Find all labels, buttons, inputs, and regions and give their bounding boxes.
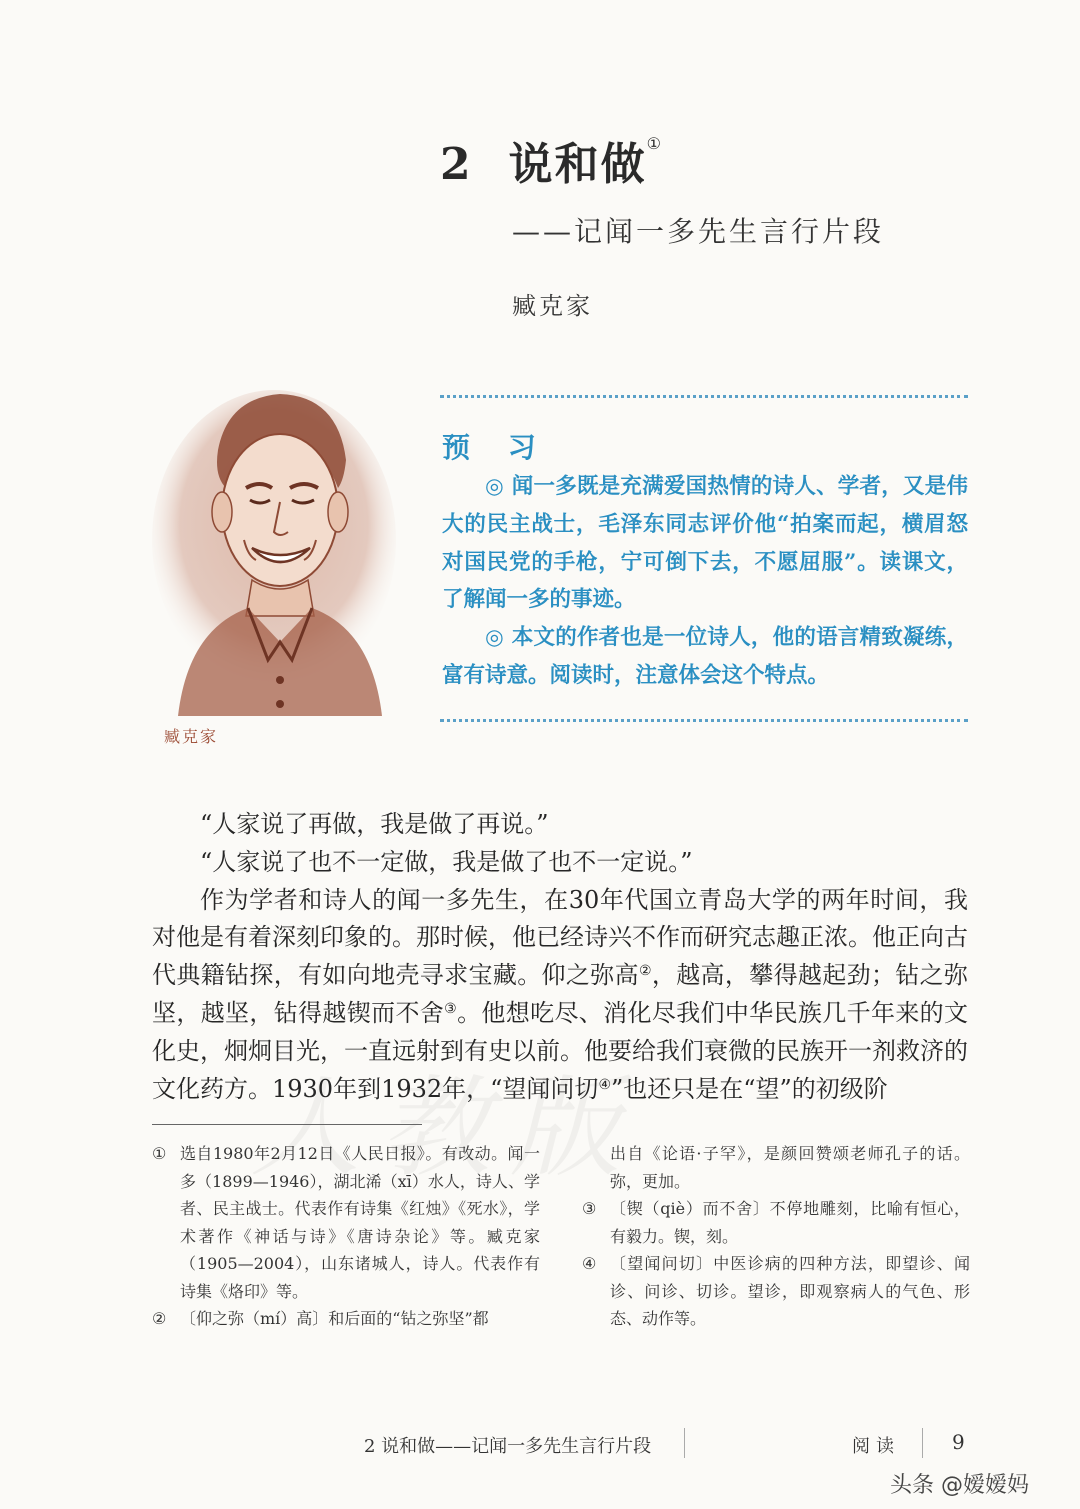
- lesson-author: 臧克家: [512, 292, 593, 320]
- body-text-run: 。他想吃尽、消化尽我们中华民族几千年来的文化史，炯炯目光，一直远射到有史以前。他要给我们衰微的民族开一剂救济的文化药方。1930年到1932年，“望闻问切: [152, 998, 969, 1103]
- footer-divider: [684, 1428, 685, 1458]
- footnote-text: 选自1980年2月12日《人民日报》。有改动。闻一多（1899—1946），湖北浠（xī）水人，诗人、学者、民主战士。代表作有诗集《红烛》《死水》，学术著作《神话与诗》《唐诗杂论》等。臧克家（1905—2004），山东诸城人，诗人。代表作有诗集《烙印》等。: [180, 1144, 540, 1301]
- footnote-1: [152, 1140, 540, 1305]
- footnote-mark: ①: [152, 1144, 167, 1163]
- body-paragraph: [152, 882, 968, 1109]
- preview-top-border: [440, 395, 968, 398]
- footnote-text: 〔锲（qiè）而不舍〕不停地雕刻，比喻有恒心，有毅力。锲，刻。: [610, 1199, 970, 1246]
- preview-paragraph: ◎ 闻一多既是充满爱国热情的诗人、学者，又是伟大的民主战士，毛泽东同志评价他“拍案而起，横眉怒对国民党的手枪，宁可倒下去，不愿屈服”。读课文，了解闻一多的事迹。: [442, 474, 968, 613]
- lesson-subtitle: ——记闻一多先生言行片段: [512, 215, 885, 248]
- footnote-mark: ②: [152, 1309, 167, 1328]
- body-text-run: 作为学者和诗人的闻一多先生，在30年代国立青岛大学的两年时间，我对他是有着深刻印象的。那时候，他已经诗兴不作而研究志趣正浓。他正向古代典籍钻探，有如向地壳寻求宝藏。仰之弥高: [152, 885, 968, 990]
- lesson-number: 2: [440, 139, 473, 190]
- body-text-run: ”也还只是在“望”的初级阶: [611, 1074, 888, 1103]
- footnote-ref-2[interactable]: ②: [638, 963, 652, 980]
- footnote-4: [582, 1250, 970, 1333]
- portrait-caption: 臧克家: [164, 727, 219, 746]
- lesson-title: [440, 128, 663, 192]
- footnote-2: [152, 1305, 540, 1333]
- footnote-text: 〔仰之弥（mí）高〕和后面的“钻之弥坚”都: [180, 1309, 489, 1328]
- body-paragraph: “人家说了再做，我是做了再说。”: [200, 810, 549, 838]
- source-credit: 头条 @嫒嫒妈: [890, 1473, 1029, 1498]
- footer-section-label: 阅读: [852, 1436, 900, 1457]
- footnote-separator: [152, 1124, 422, 1125]
- footnote-text: 〔望闻问切〕中医诊病的四种方法，即望诊、闻诊、问诊、切诊。望诊，即观察病人的气色、形态、动作等。: [610, 1254, 970, 1328]
- footnotes-left-column: [152, 1140, 540, 1333]
- page-number: 9: [952, 1430, 965, 1454]
- footnote-mark: ③: [582, 1199, 597, 1218]
- preview-text: [442, 468, 968, 695]
- preview-paragraph: ◎ 本文的作者也是一位诗人，他的语言精致凝练，富有诗意。阅读时，注意体会这个特点。: [442, 625, 968, 688]
- footnote-mark: ④: [582, 1254, 597, 1273]
- body-text-run: ，越高，攀得越起劲；钻之弥坚，越坚，钻得越锲而不舍: [152, 961, 969, 1027]
- footnote-ref-3[interactable]: ③: [444, 1000, 458, 1017]
- footnote-3: [582, 1195, 970, 1250]
- body-paragraph: “人家说了也不一定做，我是做了也不一定说。”: [200, 847, 693, 876]
- title-footnote-mark: ①: [646, 134, 663, 153]
- author-portrait: [148, 380, 400, 716]
- preview-heading: 预 习: [442, 431, 550, 464]
- footer-divider: [922, 1428, 923, 1458]
- body-text: [152, 806, 968, 1108]
- footnote-ref-4[interactable]: ④: [598, 1076, 611, 1093]
- footnotes-right-column: [582, 1140, 970, 1333]
- preview-bottom-border: [440, 719, 968, 722]
- lesson-title-text: 说和做: [508, 139, 647, 190]
- footnote-2-continued: 出自《论语·子罕》，是颜回赞颂老师孔子的话。弥，更加。: [610, 1144, 970, 1191]
- footer-lesson-title: 2 说和做——记闻一多先生言行片段: [364, 1436, 652, 1457]
